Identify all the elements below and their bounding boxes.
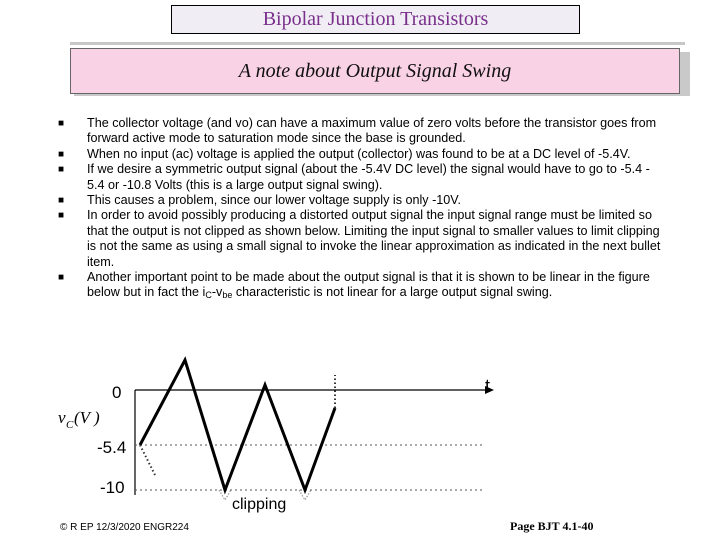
bullet-text: When no input (ac) voltage is applied the output (collector) was found to be at a DC level of -5.4V. <box>87 146 631 161</box>
subtitle-text: A note about Output Signal Swing <box>238 59 512 82</box>
bullet-text: In order to avoid possibly producing a distorted output signal the input signal range must be limited so that the output is not clipped as shown below. Limiting the input signal to smaller values to limit clipping is not the same as using a small signal to invoke the linear approximation as indicated in the next bullet item. <box>87 208 661 269</box>
x-axis-label: t <box>485 376 491 396</box>
level-label-zero: 0 <box>112 383 122 402</box>
bullet-icon: ■ <box>58 148 65 160</box>
bullet-icon: ■ <box>58 210 65 222</box>
bullet-icon: ■ <box>58 195 65 207</box>
subscript-c: C <box>205 290 212 301</box>
bullet-text: The collector voltage (and vo) can have a maximum value of zero volts before the transistor goes from forward active mode to saturation mode since the base is grounded. <box>87 116 657 146</box>
output-waveform <box>140 360 335 490</box>
page-number: Page BJT 4.1-40 <box>510 519 594 533</box>
bullet-text: This causes a problem, since our lower voltage supply is only -10V. <box>87 193 462 208</box>
y-axis-label-v: v <box>58 408 66 427</box>
bullet-icon: ■ <box>58 272 65 284</box>
header-title: Bipolar Junction Transistors <box>262 8 489 30</box>
waveform-extension-left <box>140 445 155 475</box>
bullet-text-start: Another important point to be made about the output signal is that it is shown to be linear in the figure below but in fact the i <box>87 270 650 300</box>
bullet-text-mid: -v <box>211 285 223 300</box>
bullet-text: If we desire a symmetric output signal (about the -5.4V DC level) the signal would have to go to -5.4 - 5.4 or -10.8 Volts (this is a large output signal swing). <box>87 162 650 192</box>
bullet-icon: ■ <box>58 164 65 176</box>
clipping-label: clipping <box>232 496 287 513</box>
y-axis-label-sub: C <box>66 419 74 431</box>
bullet-icon: ■ <box>58 118 65 129</box>
bullet-text-end: characteristic is not linear for a large output signal swing. <box>232 285 553 300</box>
level-label-dc: -5.4 <box>97 438 127 457</box>
footer-credit: © R EP 12/3/2020 ENGR224 <box>60 522 189 533</box>
level-label-supply: -10 <box>100 478 125 497</box>
subscript-be: be <box>222 290 233 301</box>
y-axis-label-unit: (V ) <box>74 408 100 427</box>
